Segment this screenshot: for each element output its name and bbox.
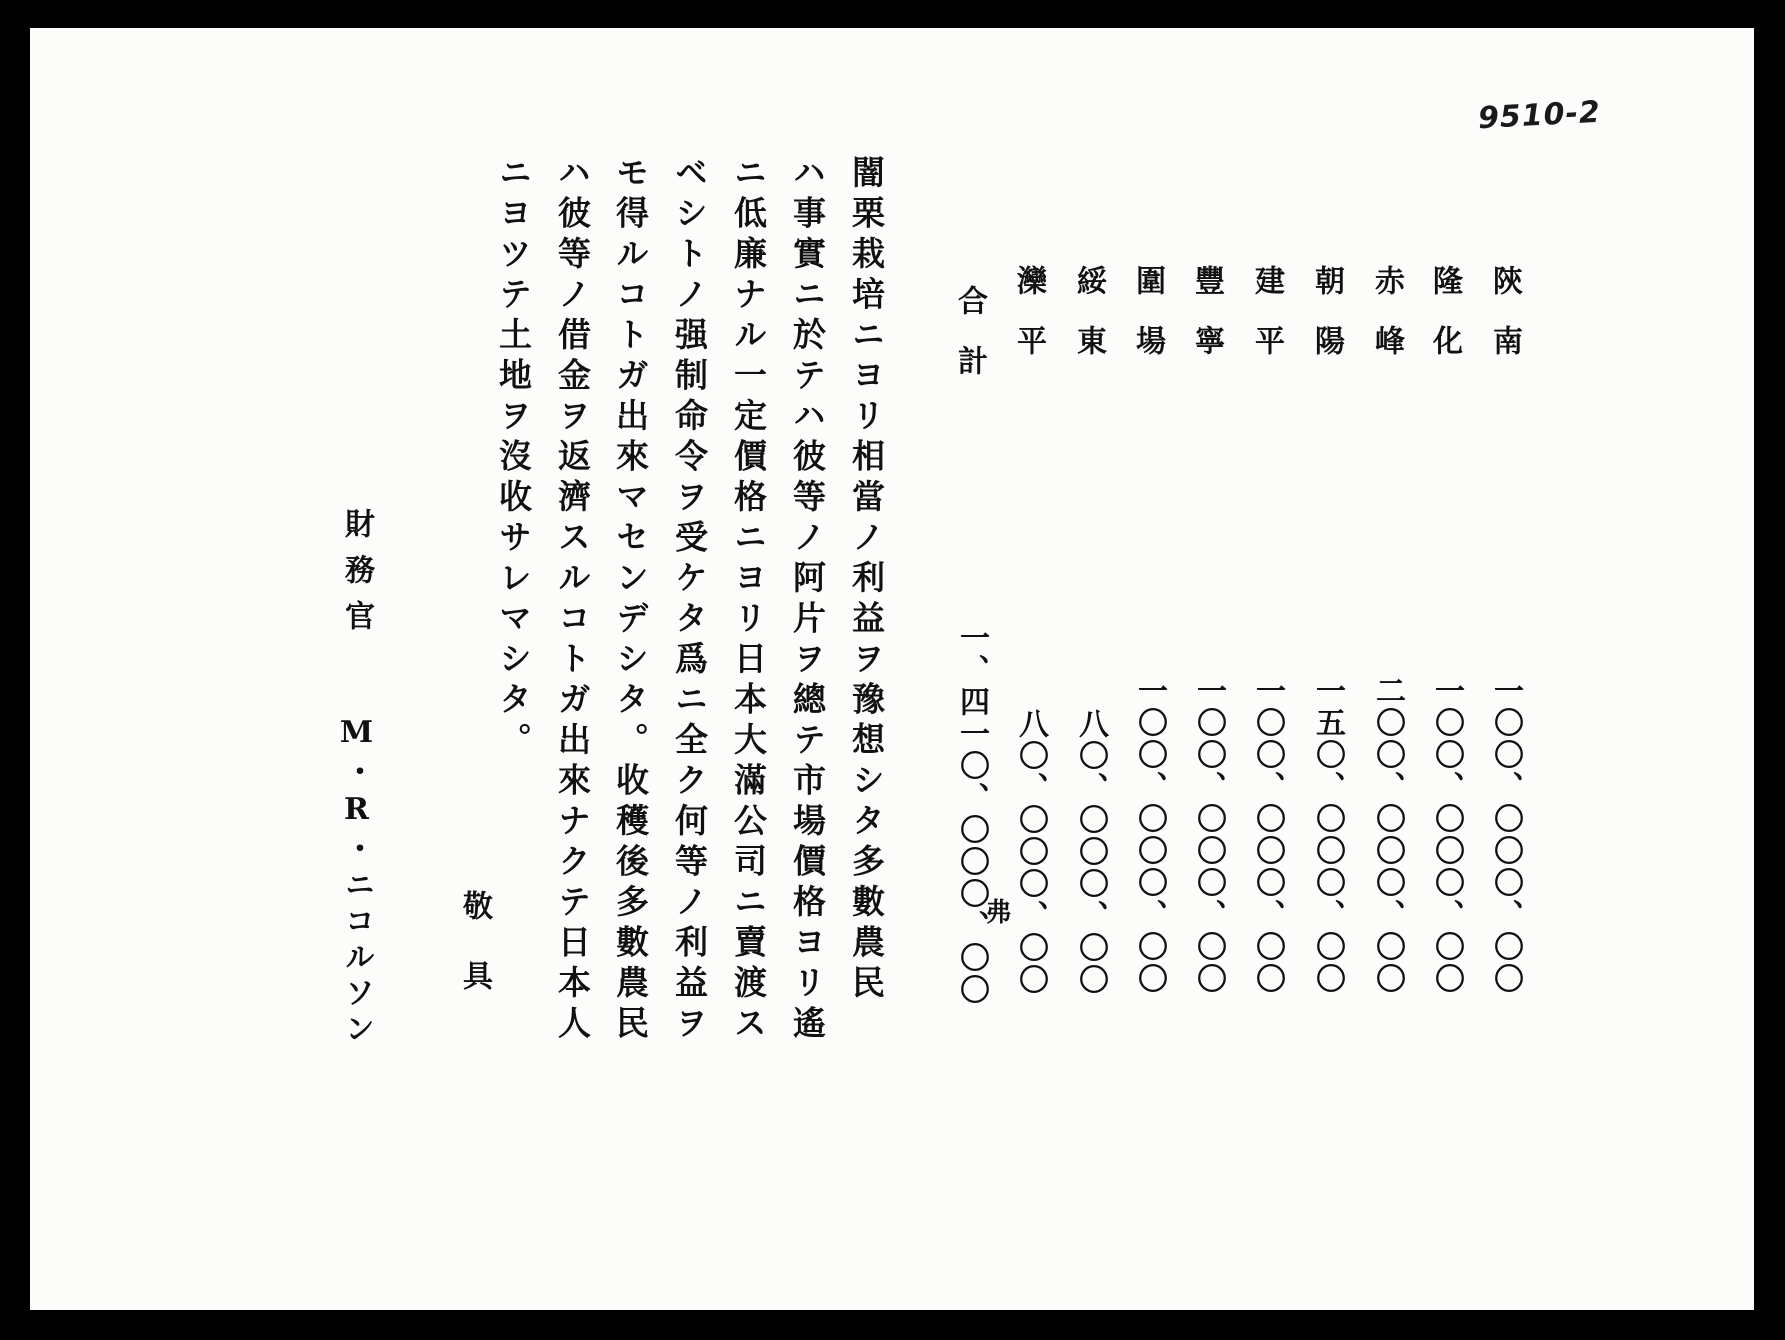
- table-row-amount: 一〇〇、〇〇〇、〇〇: [1429, 675, 1464, 995]
- body-text-column: ニ低廉ナル一定價格ニヨリ日本大滿公司ニ賣渡ス: [729, 155, 768, 1046]
- table-row-amount: 一〇〇、〇〇〇、〇〇: [1488, 675, 1523, 995]
- total-amount: 一、四一〇、〇〇〇、〇〇: [954, 622, 989, 1006]
- table-row-amount: 八〇、〇〇〇、〇〇: [1073, 708, 1108, 996]
- table-row-name: 赤峰: [1369, 265, 1404, 385]
- table-row-name: 隆化: [1427, 265, 1462, 385]
- total-label: 合計: [952, 285, 987, 405]
- table-row-name: 朝陽: [1309, 265, 1344, 385]
- page-id-handwritten: 9510-2: [1477, 94, 1602, 137]
- body-text-column: ベシトノ强制命令ヲ受ケタ爲ニ全ク何等ノ利益ヲ: [670, 155, 709, 1046]
- table-row-name: 圍場: [1130, 265, 1165, 385]
- table-row-amount: 八〇、〇〇〇、〇〇: [1013, 708, 1048, 996]
- table-row-amount: 一〇〇、〇〇〇、〇〇: [1250, 675, 1285, 995]
- body-text-column: ハ彼等ノ借金ヲ返濟スルコトガ出來ナクテ日本人: [553, 155, 592, 1046]
- closing-salutation: 敬具: [457, 890, 492, 1030]
- table-row-amount: 一五〇、〇〇〇、〇〇: [1310, 675, 1345, 995]
- body-text-column: モ得ルコトガ出來マセンデシタ。收穫後多數農民: [611, 155, 650, 1046]
- table-row-name: 陝南: [1487, 265, 1522, 385]
- body-text-column: 闇栗栽培ニヨリ相當ノ利益ヲ豫想シタ多數農民: [847, 155, 886, 1006]
- table-row-amount: 一〇〇、〇〇〇、〇〇: [1191, 675, 1226, 995]
- signer-name: M・R・ニコルソン: [339, 715, 374, 1049]
- document-page: [30, 28, 1754, 1310]
- currency-unit: 弗: [981, 898, 1011, 924]
- signer-title: 財務官: [339, 508, 374, 646]
- table-row-amount: 一〇〇、〇〇〇、〇〇: [1132, 675, 1167, 995]
- table-row-name: 灤平: [1011, 265, 1046, 385]
- table-row-name: 豐寧: [1189, 265, 1224, 385]
- body-text-column: ハ事實ニ於テハ彼等ノ阿片ヲ總テ市場價格ヨリ遙: [788, 155, 827, 1046]
- table-row-name: 建平: [1249, 265, 1284, 385]
- table-row-name: 綏東: [1071, 265, 1106, 385]
- table-row-amount: 二〇〇、〇〇〇、〇〇: [1370, 675, 1405, 995]
- body-text-column: ニヨツテ土地ヲ沒收サレマシタ。: [494, 155, 533, 763]
